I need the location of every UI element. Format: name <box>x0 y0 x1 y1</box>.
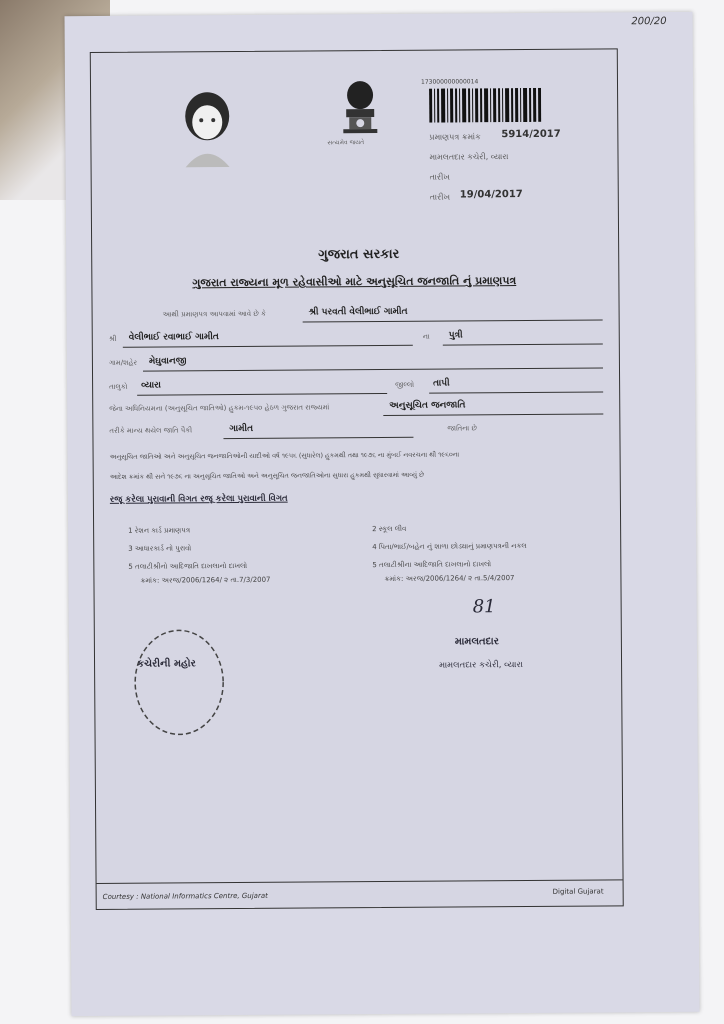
doc-right-4: ક્રમાંક: અરજ/2006/1264/ ૨ તા.5/4/2007 <box>384 574 515 583</box>
father-name: વેલીભાઈ રવાભાઈ ગામીત <box>128 332 219 343</box>
applicant-name: શ્રી પરવતી વેલીભાઈ ગામીત <box>308 306 408 318</box>
doc-left-4: ક્રમાંક: અરજ/2006/1264/ ૨ તા.7/3/2007 <box>140 575 271 585</box>
community-label: જાતિના છે <box>447 424 477 433</box>
doc-right-1: 2 સ્કૂલ લીવ <box>372 524 407 534</box>
rule-subcaste <box>223 437 413 439</box>
rule-caste <box>383 413 603 416</box>
handwritten-number: 200/20 <box>631 16 667 28</box>
office-seal-outline <box>129 624 226 737</box>
signatory-office: મામલતદાર કચેરી, વ્યારા <box>439 660 523 671</box>
rule-father <box>123 345 413 348</box>
barcode-number: 173000000000014 <box>420 78 479 86</box>
relation-value: પુત્રી <box>448 330 463 341</box>
village-value: મેઘુવાનજી <box>148 356 187 367</box>
emblem-caption: સત્યમેવ જયતે <box>327 139 365 147</box>
legal-paragraph-line-1: અનુસૂચિત જાતિઓ અને અનુસૂચિત જનજાતિઓની યાદીઓ વર્ષ ૧૯૫૬ (સુધારેલ) હુકમથી તથા ૧૯૭૬ ના મુંબઈ નવરચના થી ૧૯૬૦ના <box>109 450 460 461</box>
rule-relation <box>443 343 603 345</box>
doc-left-1: 1 રેશન કાર્ડ પ્રમાણપત્ર <box>128 526 191 535</box>
village-label: ગામ/શહેર <box>108 358 138 367</box>
signatory-title: મામલતદાર <box>454 636 499 648</box>
subcaste-label: તરીકે માન્ય થયેલ જાતિ પૈકી <box>109 426 193 435</box>
legal-paragraph-line-2: આદેશ ક્રમાંક થી સને ૧૯૭૬ ના અનુસૂચિત જાતિઓ અને અનુસૂચિત જનજાતિઓના સુધારા હુકમથી સુધારવામાં આવ્યું છે <box>109 470 425 481</box>
relation-label: ના <box>422 332 430 341</box>
subcaste-value: ગામીત <box>229 423 254 435</box>
caste-value: અનુસૂચિત જનજાતિ <box>389 400 466 411</box>
signature: 81 <box>472 596 496 618</box>
office-name: મામલતદાર કચેરી, વ્યારા <box>429 152 509 162</box>
cert-no-label: પ્રમાણપત્ર ક્રમાંક <box>429 132 481 142</box>
district-value: તાપી <box>433 378 450 389</box>
issue-date: 19/04/2017 <box>459 189 523 201</box>
taluka-value: વ્યારા <box>141 380 162 391</box>
doc-right-3: 5 તલાટીશ્રીના આદિજાતિ દાખલાનો દાખલો <box>372 560 492 570</box>
cert-no: 5914/2017 <box>501 128 561 141</box>
district-label: જીલ્લો <box>395 380 415 389</box>
certificate-subtitle: ગુજરાત રાજ્યના મૂળ રહેવાસીઓ માટે અનુસૂચિત જનજાતિ નું પ્રમાણપત્ર <box>192 274 517 290</box>
rule-district <box>429 391 603 393</box>
taluka-label: તાલુકો <box>109 382 128 391</box>
footer-digital-gujarat: Digital Gujarat <box>552 887 604 896</box>
barcode <box>429 88 541 123</box>
intro-label: આથી પ્રમાણપત્ર આપવામાં આવે છે કે <box>162 309 266 319</box>
certificate-frame <box>90 48 624 910</box>
place-label: તારીખ <box>429 172 450 182</box>
documents-heading: રજૂ કરેલા પુરાવાની વિગત રજૂ કરેલા પુરાવાની વિગત <box>109 493 288 505</box>
seal-text: કચેરીની મહોર <box>137 658 196 670</box>
rule-taluka <box>137 393 387 396</box>
rule-name <box>303 319 603 322</box>
rule-village <box>143 367 603 371</box>
issuer-title: ગુજરાત સરકાર <box>318 246 400 263</box>
applicant-photo <box>171 82 244 168</box>
doc-right-2: 4 પિતા/ભાઈ/બહેન નું શાળા છોડ્યાનું પ્રમાણપત્રની નકલ <box>372 541 527 552</box>
doc-left-3: 5 તલાટીશ્રીનો આદિજાતિ દાખલાનો દાખલો <box>128 561 248 571</box>
father-label: શ્રી <box>108 334 117 343</box>
caste-label: જેના અધિનિયમના (અનુસૂચિત જાતિઓ) હુકમ-૧૯૫૦ હેઠળ ગુજરાત રાજ્યમાં <box>109 403 330 413</box>
doc-left-2: 3 આધારકાર્ડ નો પુરાવો <box>128 544 192 553</box>
footer-courtesy: Courtesy : National Informatics Centre, Gujarat <box>102 891 268 901</box>
footer-rule <box>97 879 623 884</box>
date-label: તારીખ <box>429 192 451 202</box>
document-sheet <box>65 12 700 1016</box>
